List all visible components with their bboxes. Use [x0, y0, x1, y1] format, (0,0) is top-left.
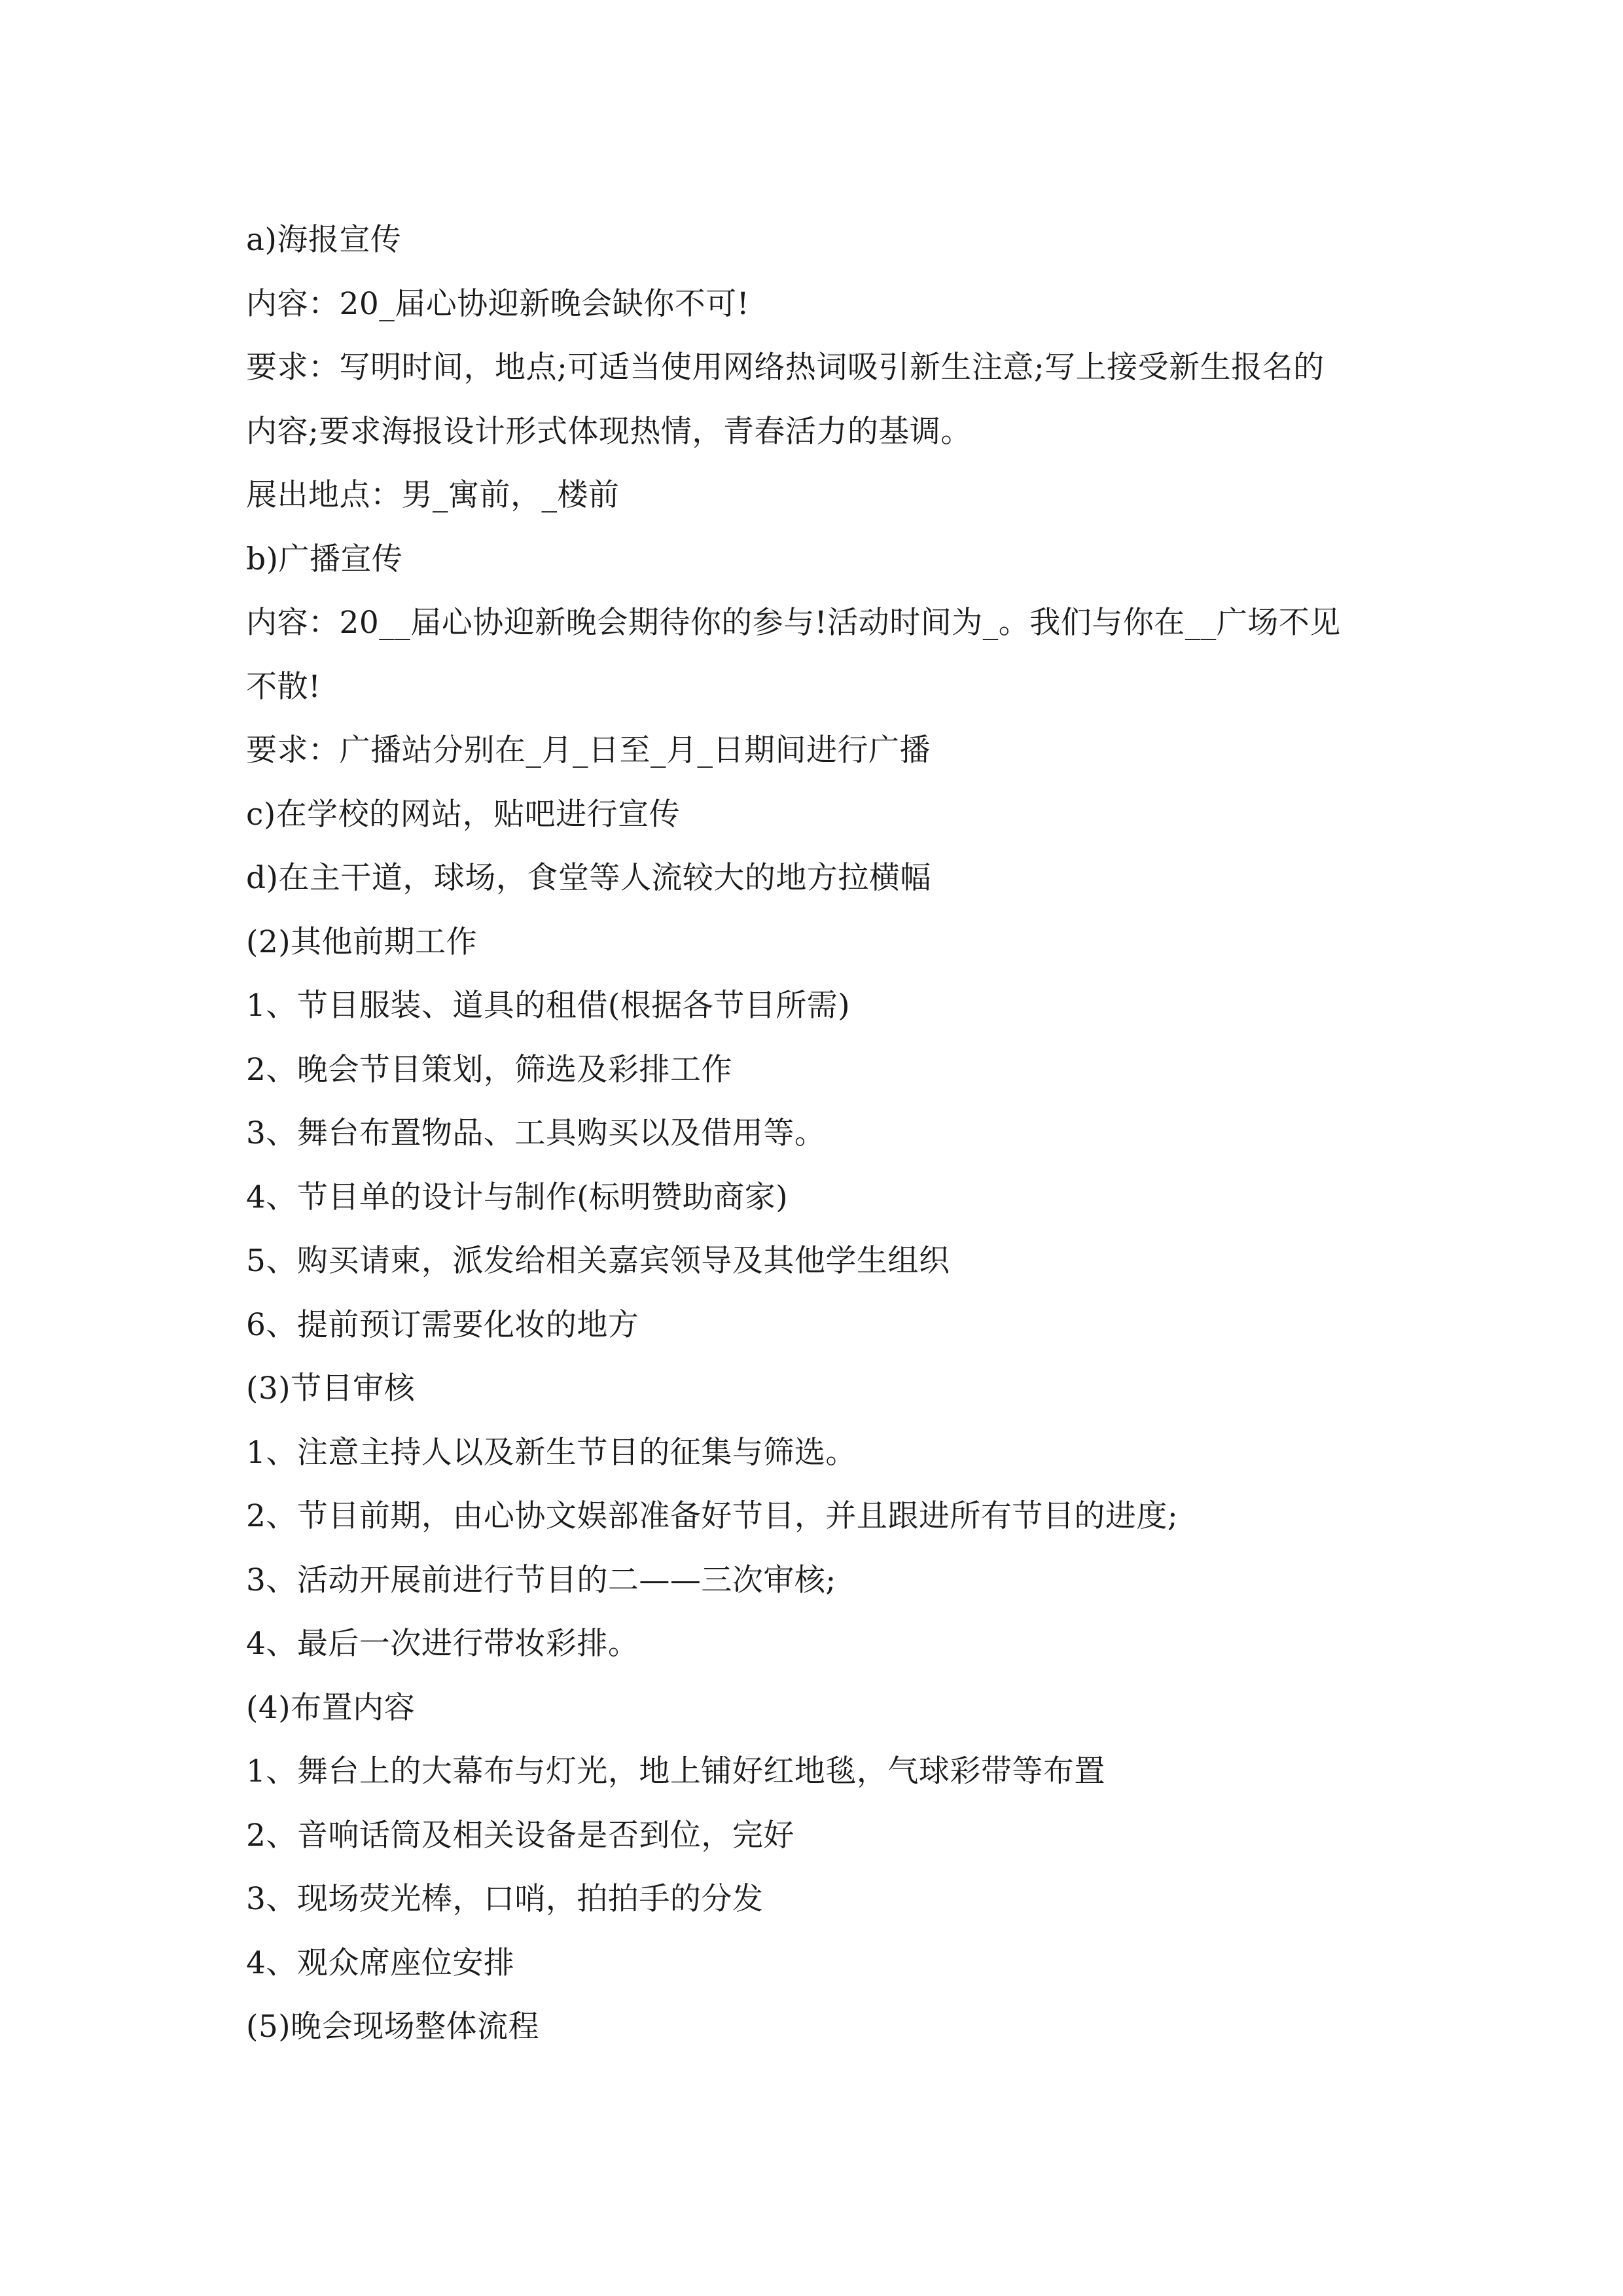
text-line: 2、晚会节目策划，筛选及彩排工作 [246, 1051, 732, 1088]
text-line: 4、节目单的设计与制作(标明赞助商家) [246, 1179, 789, 1215]
text-line: c)在学校的网站，贴吧进行宣传 [246, 796, 681, 833]
text-line: d)在主干道，球场，食堂等人流较大的地方拉横幅 [246, 860, 931, 896]
text-line: 展出地点：男_寓前，_楼前 [246, 477, 620, 513]
text-line: (5)晚会现场整体流程 [246, 2009, 540, 2045]
text-line: (3)节目审核 [246, 1371, 416, 1407]
text-line: 不散! [246, 668, 321, 705]
text-line: 要求：写明时间，地点;可适当使用网络热词吸引新生注意;写上接受新生报名的 [246, 350, 1325, 386]
text-line: 3、现场荧光棒，口哨，拍拍手的分发 [246, 1881, 764, 1917]
text-line: (2)其他前期工作 [246, 924, 478, 960]
text-line: 1、节目服装、道具的租借(根据各节目所需) [246, 988, 851, 1024]
text-line: 1、舞台上的大幕布与灯光，地上铺好红地毯，气球彩带等布置 [246, 1753, 1105, 1789]
text-line: 4、最后一次进行带妆彩排。 [246, 1626, 639, 1662]
text-line: 6、提前预订需要化妆的地方 [246, 1306, 639, 1343]
text-line: 4、观众席座位安排 [246, 1945, 515, 1981]
text-line: 1、注意主持人以及新生节目的征集与筛选。 [246, 1434, 857, 1471]
text-line: 2、音响话筒及相关设备是否到位，完好 [246, 1817, 794, 1854]
text-line: 5、购买请柬，派发给相关嘉宾领导及其他学生组织 [246, 1243, 950, 1279]
text-line: 内容：20__届心协迎新晚会期待你的参与!活动时间为_。我们与你在__广场不见 [246, 605, 1341, 641]
text-line: 要求：广播站分别在_月_日至_月_日期间进行广播 [246, 732, 931, 768]
document-body [246, 208, 1385, 2059]
text-line: b)广播宣传 [246, 541, 403, 577]
text-line: (4)布置内容 [246, 1689, 416, 1726]
text-line: a)海报宣传 [246, 222, 402, 258]
text-line: 内容：20_届心协迎新晚会缺你不可! [246, 285, 750, 322]
text-line: 3、舞台布置物品、工具购买以及借用等。 [246, 1115, 826, 1151]
text-line: 3、活动开展前进行节目的二——三次审核; [246, 1562, 836, 1598]
text-line: 2、节目前期，由心协文娱部准备好节目，并且跟进所有节目的进度; [246, 1498, 1179, 1534]
text-line: 内容;要求海报设计形式体现热情，青春活力的基调。 [246, 413, 972, 450]
